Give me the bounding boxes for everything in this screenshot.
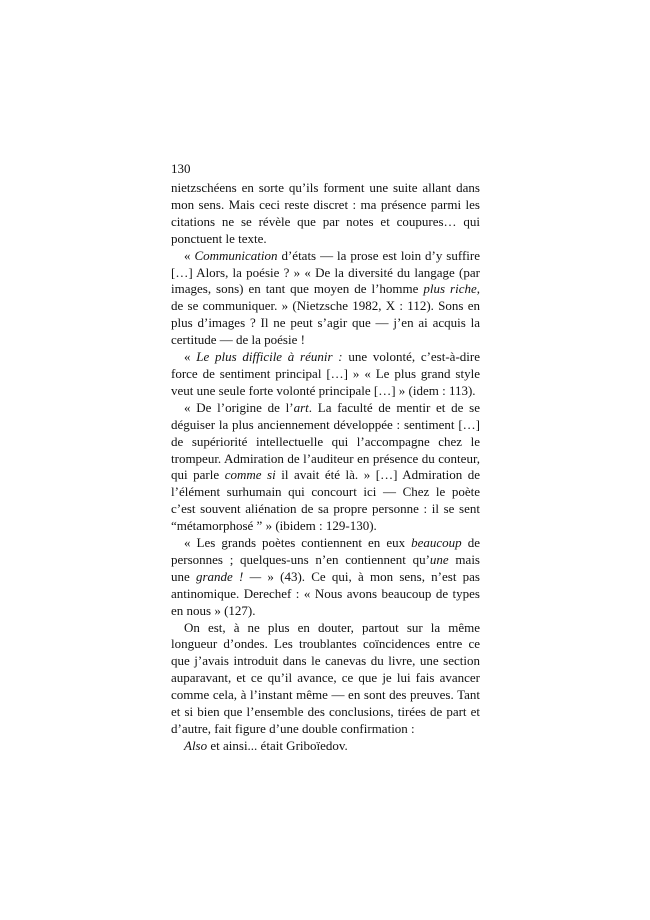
text-run: nietzschéens en sorte qu’ils forment une suite allant dans mon sens. Mais ceci reste discret : ma présence parmi les citations ne se révèle que par notes et coupures… qui ponctuent le texte. bbox=[171, 180, 480, 246]
text-run: de personnes ; quelques-uns n’en contiennent qu’ bbox=[171, 535, 481, 567]
italic-text: comme si bbox=[224, 467, 276, 483]
italic-text: plus riche bbox=[423, 281, 477, 297]
text-run: et ainsi... était Griboïedov. bbox=[207, 737, 348, 753]
text-run: On est, à ne plus en douter, partout sur la même longueur d’ondes. Les troublantes coïncidences entre ce que j’avais introduit dans le canevas du livre, une section auparavant, et ce qu’il avance, ce que je lui fais avancer comme cela, à l’instant même — en sont des preuves. Tant et si bien que l’ensemble des conclusions, tirées de part et d’autre, fait figure d’une double confirmation : bbox=[171, 619, 480, 736]
text-run: il avait été là. » […] Admiration de l’élément surhumain qui concourt ici — Chez le poète c’est souvent aliénation de sa propre personne : il se sent “métamorphosé ” » (ibidem : 129-130). bbox=[171, 467, 481, 534]
paragraph bbox=[171, 180, 480, 248]
text-run: , de se communiquer. » (Nietzsche 1982, X : 112). Sons en plus d’images ? Il ne peut s’agir que — j’en ai acquis la certitude — de la poésie ! bbox=[171, 281, 480, 348]
paragraph bbox=[171, 535, 480, 620]
paragraph bbox=[171, 349, 480, 400]
text-run: « De l’origine de l’ bbox=[184, 399, 294, 415]
text-run: « Les grands poètes contiennent en eux bbox=[184, 535, 412, 551]
paragraph bbox=[171, 248, 480, 349]
body-text bbox=[171, 180, 480, 755]
italic-text: grande ! — bbox=[196, 568, 262, 584]
italic-text: une bbox=[429, 551, 449, 567]
paragraph bbox=[171, 620, 480, 738]
text-run: » (43). Ce qui, à mon sens, n’est pas antinomique. Derechef : « Nous avons beaucoup de types en nous » (127). bbox=[171, 568, 480, 618]
text-run: une volonté, c’est-à-dire force de sentiment principal […] » « Le plus grand style veut une seule forte volonté principale […] » (idem : 113). bbox=[171, 349, 480, 398]
text-run: « bbox=[184, 349, 197, 365]
text-run: . La faculté de mentir et de se déguiser la plus anciennement développée : sentiment […] de supériorité intellectuelle qui l’accompagne chez le trompeur. Admiration de l’auditeur en présence du conteur, qui parle bbox=[171, 399, 480, 483]
italic-text: Le plus difficile à réunir : bbox=[196, 349, 343, 365]
paragraph bbox=[171, 738, 480, 755]
text-run: « bbox=[184, 247, 195, 263]
italic-text: Also bbox=[184, 737, 208, 753]
page-number: 130 bbox=[171, 161, 191, 176]
italic-text: beaucoup bbox=[411, 535, 462, 551]
paragraph bbox=[171, 400, 480, 535]
text-run: mais une bbox=[171, 551, 480, 584]
italic-text: art bbox=[293, 399, 309, 415]
italic-text: Communication bbox=[194, 247, 278, 263]
text-run: d’états — la prose est loin d’y suffire […] Alors, la poésie ? » « De la diversité du langage (par images, sons) en tant que moyen de l’homme bbox=[171, 247, 480, 297]
